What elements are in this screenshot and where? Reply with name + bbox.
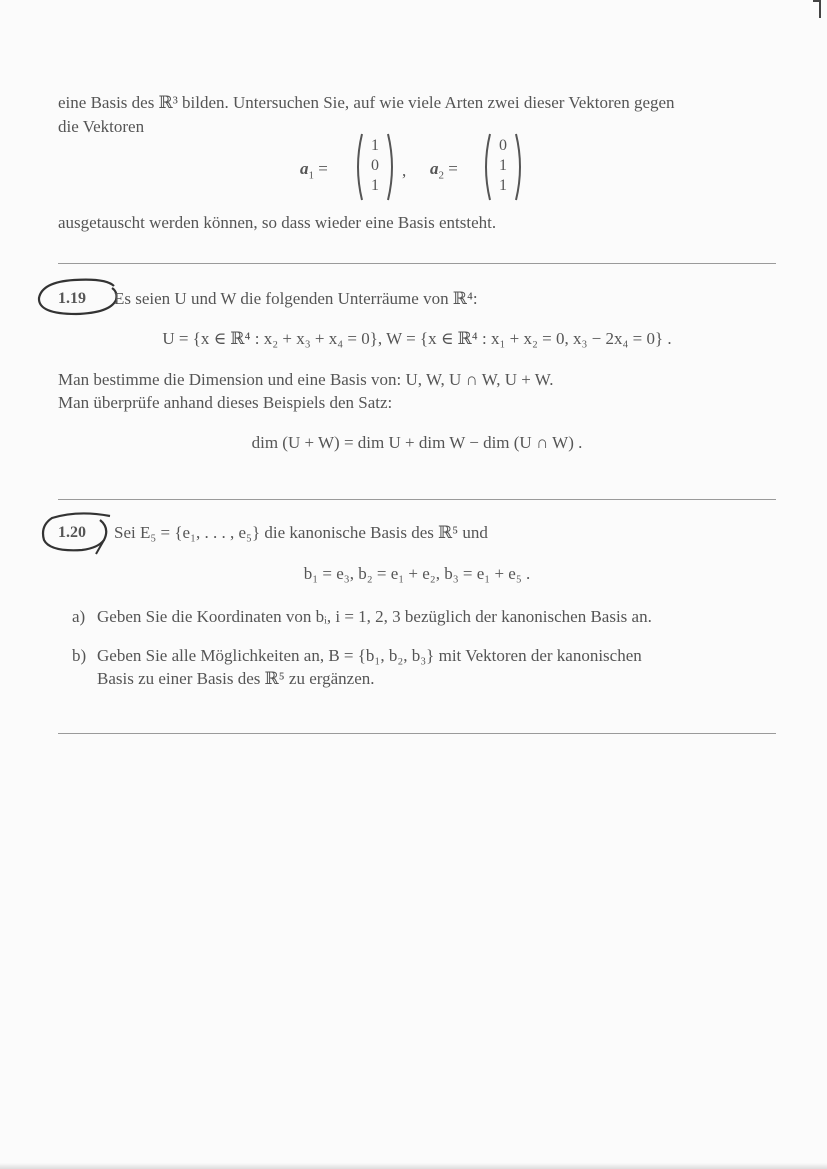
exercise-1-20-item-a-text: Geben Sie die Koordinaten von bᵢ, i = 1, 2, 3 bezüglich der kanonischen Basis an. bbox=[97, 607, 652, 626]
exercise-1-20-item-b-text-continued: Basis zu einer Basis des ℝ⁵ zu ergänzen. bbox=[97, 669, 375, 688]
vector-a1-symbol: a bbox=[300, 159, 309, 178]
vector-a1-entry-1: 1 bbox=[371, 137, 379, 154]
scan-corner-mark-top bbox=[813, 0, 821, 2]
vector-a2-entry-2: 1 bbox=[499, 157, 507, 174]
vector-a2-symbol: a bbox=[430, 159, 439, 178]
exercise-1-20-heading: Sei E₅ = {e₁, . . . , e₅} die kanonische Basis des ℝ⁵ und bbox=[114, 523, 488, 542]
intro-line-3: ausgetauscht werden können, so dass wieder eine Basis entsteht. bbox=[58, 213, 497, 232]
vector-a2-entry-1: 0 bbox=[499, 137, 507, 154]
exercise-1-20-item-a-marker: a) bbox=[72, 607, 86, 626]
section-divider-3 bbox=[58, 733, 776, 734]
vector-a2-subscript: 2 bbox=[438, 169, 444, 182]
vector-a1-label: $a_1$ = bbox=[300, 159, 328, 182]
scan-bottom-shadow bbox=[0, 1163, 827, 1169]
exercise-number-1-19: 1.19 bbox=[58, 290, 86, 307]
exercise-1-19-task-line-1: Man bestimme die Dimension und eine Basis von: U, W, U ∩ W, U + W. bbox=[58, 370, 554, 389]
section-divider-1 bbox=[58, 263, 776, 264]
exercise-1-20-item-b-marker: b) bbox=[72, 646, 87, 665]
vector-a1-subscript: 1 bbox=[308, 169, 314, 182]
exercise-1-19-heading: Es seien U und W die folgenden Unterräume von ℝ⁴: bbox=[114, 289, 478, 308]
scan-corner-mark bbox=[819, 0, 821, 18]
intro-line-1: eine Basis des ℝ³ bilden. Untersuchen Sie, auf wie viele Arten zwei dieser Vektoren gegen bbox=[58, 93, 675, 112]
section-divider-2 bbox=[58, 499, 776, 500]
vector-a2-matrix bbox=[480, 132, 526, 202]
vector-separator-comma: , bbox=[402, 161, 407, 180]
exercise-1-19-task-line-2: Man überprüfe anhand dieses Beispiels den Satz: bbox=[58, 393, 393, 412]
exercise-number-1-20: 1.20 bbox=[58, 524, 86, 541]
exercise-1-19-dimension-formula: dim (U + W) = dim U + dim W − dim (U ∩ W) . bbox=[251, 433, 583, 452]
vector-a1-entry-2: 0 bbox=[371, 157, 379, 174]
exercise-1-19-subspace-definitions: U = {x ∈ ℝ⁴ : x₂ + x₃ + x₄ = 0}, W = {x ∈ ℝ⁴ : x₁ + x₂ = 0, x₃ − 2x₄ = 0} . bbox=[162, 329, 672, 348]
exercise-1-20-item-b-text: Geben Sie alle Möglichkeiten an, B = {b₁, b₂, b₃} mit Vektoren der kanonischen bbox=[97, 646, 642, 665]
vector-a1-matrix bbox=[352, 132, 398, 202]
intro-line-2: die Vektoren bbox=[58, 117, 145, 136]
exercise-1-20-vector-definitions: b₁ = e₃, b₂ = e₁ + e₂, b₃ = e₁ + e₅ . bbox=[303, 564, 531, 583]
vector-a1-entry-3: 1 bbox=[371, 177, 379, 194]
vector-a2-label: $a_2$ = bbox=[430, 159, 458, 182]
vector-a2-entry-3: 1 bbox=[499, 177, 507, 194]
